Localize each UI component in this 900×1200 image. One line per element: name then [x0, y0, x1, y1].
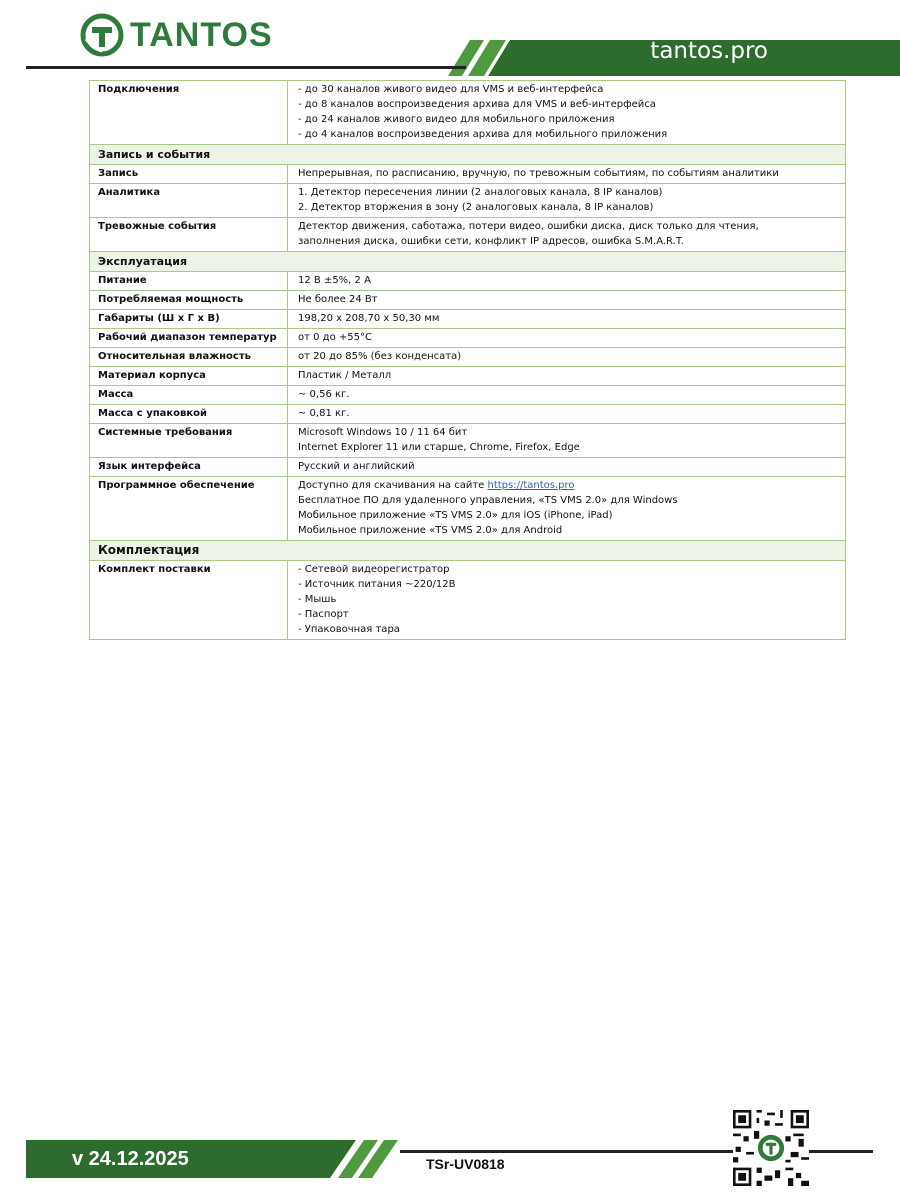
spec-value-line: Непрерывная, по расписанию, вручную, по тревожным событиям, по событиям аналитики: [298, 168, 779, 179]
spec-value-line: Пластик / Металл: [298, 370, 392, 381]
table-row: [90, 348, 846, 367]
spec-value-line: [298, 478, 837, 493]
spec-value-line: - Сетевой видеорегистратор: [298, 564, 450, 575]
spec-value-line: Бесплатное ПО для удаленного управления, «TS VMS 2.0» для Windows: [298, 495, 678, 506]
section-row: [90, 145, 846, 165]
model-label: TSr-UV0818: [426, 1156, 505, 1172]
spec-value-line: Internet Explorer 11 или старше, Chrome, Firefox, Edge: [298, 442, 580, 453]
spec-label: Масса с упаковкой: [90, 405, 288, 424]
spec-value-line: 198,20 х 208,70 х 50,30 мм: [298, 313, 440, 324]
spec-value: [288, 81, 846, 145]
spec-value: [288, 458, 846, 477]
table-row: [90, 81, 846, 145]
table-row: [90, 184, 846, 218]
table-row: [90, 218, 846, 252]
spec-label: Запись: [90, 165, 288, 184]
spec-value: [288, 561, 846, 640]
table-row: [90, 272, 846, 291]
spec-value-line: - Источник питания ~220/12В: [298, 579, 456, 590]
section-title: Комплектация: [90, 541, 846, 561]
spec-label: Габариты (Ш х Г х В): [90, 310, 288, 329]
spec-value-line: ~ 0,56 кг.: [298, 389, 350, 400]
spec-value-line: заполнения диска, ошибки сети, конфликт IP адресов, ошибка S.M.A.R.T.: [298, 236, 684, 247]
spec-value-line: Microsoft Windows 10 / 11 64 бит: [298, 427, 468, 438]
table-row: [90, 165, 846, 184]
table-row: [90, 424, 846, 458]
section-row: [90, 541, 846, 561]
spec-value-line: от 0 до +55°С: [298, 332, 372, 343]
spec-value-line: ~ 0,81 кг.: [298, 408, 350, 419]
spec-value-line: Мобильное приложение «TS VMS 2.0» для Android: [298, 525, 563, 536]
spec-value-line: Русский и английский: [298, 461, 415, 472]
spec-value-line: Не более 24 Вт: [298, 294, 378, 305]
spec-value: [288, 405, 846, 424]
table-row: [90, 477, 846, 541]
tantos-logo-icon: [80, 13, 124, 57]
spec-label: Комплект поставки: [90, 561, 288, 640]
spec-label: Язык интерфейса: [90, 458, 288, 477]
spec-value-line: - до 4 каналов воспроизведения архива для мобильного приложения: [298, 129, 668, 140]
spec-value: [288, 424, 846, 458]
spec-label: Аналитика: [90, 184, 288, 218]
table-row: [90, 310, 846, 329]
spec-table: [89, 80, 846, 640]
brand-logo[interactable]: [80, 12, 273, 58]
spec-value: [288, 477, 846, 541]
spec-value-line: от 20 до 85% (без конденсата): [298, 351, 462, 362]
spec-value-line: - Мышь: [298, 594, 337, 605]
download-link[interactable]: https://tantos.pro: [487, 480, 575, 491]
table-row: [90, 458, 846, 477]
spec-value: [288, 367, 846, 386]
table-row: [90, 386, 846, 405]
spec-value-line: - до 8 каналов воспроизведения архива для VMS и веб-интерфейса: [298, 99, 656, 110]
spec-value-line: - Упаковочная тара: [298, 624, 400, 635]
spec-value: [288, 310, 846, 329]
spec-value-line: - до 24 каналов живого видео для мобильного приложения: [298, 114, 615, 125]
spec-value: [288, 218, 846, 252]
download-text: Доступно для скачивания на сайте: [298, 480, 488, 491]
spec-label: Подключения: [90, 81, 288, 145]
table-row: [90, 405, 846, 424]
spec-label: Системные требования: [90, 424, 288, 458]
spec-label: Программное обеспечение: [90, 477, 288, 541]
spec-value: [288, 329, 846, 348]
spec-value-line: - до 30 каналов живого видео для VMS и веб-интерфейса: [298, 84, 604, 95]
spec-value: [288, 348, 846, 367]
spec-value: [288, 165, 846, 184]
section-row: [90, 252, 846, 272]
spec-value: [288, 272, 846, 291]
spec-value-line: 1. Детектор пересечения линии (2 аналоговых канала, 8 IP каналов): [298, 187, 663, 198]
spec-label: Масса: [90, 386, 288, 405]
table-row: [90, 367, 846, 386]
version-label: v 24.12.2025: [72, 1148, 189, 1170]
spec-label: Относительная влажность: [90, 348, 288, 367]
spec-label: Питание: [90, 272, 288, 291]
spec-label: Рабочий диапазон температур: [90, 329, 288, 348]
spec-label: Потребляемая мощность: [90, 291, 288, 310]
section-title: Эксплуатация: [90, 252, 846, 272]
spec-value-line: 2. Детектор вторжения в зону (2 аналоговых канала, 8 IP каналов): [298, 202, 654, 213]
site-url[interactable]: tantos.pro: [650, 38, 768, 64]
brand-name: TANTOS: [130, 16, 273, 54]
table-row: [90, 561, 846, 640]
spec-value-line: Мобильное приложение «TS VMS 2.0» для iOS (iPhone, iPad): [298, 510, 613, 521]
qr-code-icon[interactable]: [733, 1110, 809, 1186]
spec-label: Материал корпуса: [90, 367, 288, 386]
spec-value: [288, 386, 846, 405]
spec-value-line: 12 В ±5%, 2 А: [298, 275, 371, 286]
spec-value-line: Детектор движения, саботажа, потери видео, ошибки диска, диск только для чтения,: [298, 221, 759, 232]
spec-value: [288, 291, 846, 310]
spec-label: Тревожные события: [90, 218, 288, 252]
section-title: Запись и события: [90, 145, 846, 165]
spec-value: [288, 184, 846, 218]
spec-value-line: - Паспорт: [298, 609, 349, 620]
table-row: [90, 329, 846, 348]
table-row: [90, 291, 846, 310]
